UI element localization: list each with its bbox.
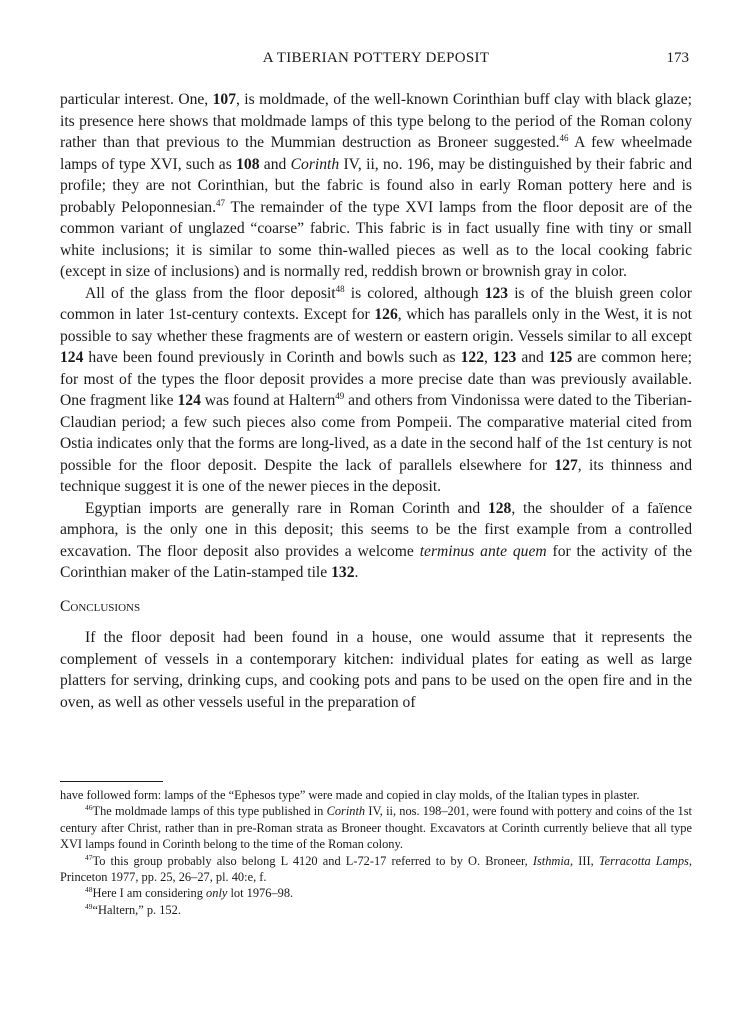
publication-title: Terracotta Lamps: [598, 853, 689, 868]
publication-title: Corinth: [290, 155, 340, 173]
body-text: [60, 89, 692, 713]
paragraph-egyptian: Egyptian imports are generally rare in Roman Corinth and 128, the shoulder of a faïence amphora, is the only one in this deposit; this seems to be the first example from a controlled excavation. The floor deposit also provides a welcome terminus ante quem for the activity of the Corinthian maker of the Latin-stamped tile 132.: [60, 499, 693, 581]
footnotes: [60, 787, 692, 918]
publication-title: Corinth: [326, 804, 366, 819]
page-number: 173: [666, 50, 689, 66]
catalogue-number: 123: [492, 349, 517, 366]
footnote-ref-49: 49: [335, 391, 345, 401]
footnote-46: $^{46}$The moldmade lamps of this type published in Corinth IV, ii, nos. 198–201, were found with pottery and coins of the 1st century after Christ, rather than in pre-Roman strata as Broneer thought. Excavators at Corinth currently believe that all type XVI lamps found in Corinth belong to the time of the Roman colony.: [60, 803, 692, 852]
running-header: [60, 50, 692, 74]
paragraph-conclusions: If the floor deposit had been found in a house, one would assume that it represents the complement of vessels in a contemporary kitchen: individual plates for eating as well as large platters for serving, drinking cups, and cooking pots and pans to be used on the open fire and in the oven, as well as other vessels useful in the preparation of: [60, 629, 692, 711]
running-title: A TIBERIAN POTTERY DEPOSIT: [262, 50, 490, 66]
catalogue-number: 107: [212, 91, 236, 108]
paragraph-lamps: particular interest. One, 107, is moldmade, of the well-known Corinthian buff clay with black glaze; its presence here shows that moldmade lamps of this type belong to the period of the Roman colony rather than that previous to the Mummian destruction as Broneer suggested.$^{46}$ A few wheelmade lamps of type XVI, such as 108 and Corinth IV, ii, no. 196, may be distinguished by their fabric and profile; they are not Corinthian, but the fabric is found also in early Roman pottery here and is probably Peloponnesian.$^{47}$ The remainder of the type XVI lamps from the floor deposit are of the common variant of unglazed “coarse” fabric. This fabric is in fact usually fine with tiny or small white inclusions; it is similar to some thin-walled pieces as well as to the local cooking fabric (except in size of inclusions) and is normally red, reddish brown or brownish gray in color.: [60, 91, 692, 280]
section-heading-conclusions: Conclusions: [60, 597, 141, 615]
emphasis: only: [206, 886, 228, 901]
footnote-ref-48: 48: [335, 283, 345, 294]
catalogue-number: 122: [460, 349, 485, 366]
catalogue-number: 125: [548, 349, 573, 366]
publication-title: Isthmia: [532, 853, 571, 868]
footnote-divider: [60, 781, 163, 782]
catalogue-number: 108: [236, 155, 260, 173]
catalogue-number: 124: [60, 349, 84, 366]
catalogue-number: 132: [331, 564, 355, 581]
catalogue-number: 123: [484, 284, 509, 302]
catalogue-number: 127: [554, 456, 578, 474]
footnote-49: $^{49}$“Haltern,” p. 152.: [85, 901, 181, 917]
footnote-continuation: have followed form: lamps of the “Ephesos type” were made and copied in clay molds, of the Italian types in plaster.: [60, 788, 640, 802]
footnote-ref-46: 46: [559, 133, 569, 143]
catalogue-number: 128: [487, 499, 512, 517]
footnote-ref-47: 47: [216, 197, 226, 208]
catalogue-number: 126: [374, 306, 398, 323]
latin-term: terminus ante quem: [419, 542, 547, 560]
footnote-47: $^{47}$To this group probably also belong L 4120 and L-72-17 referred to by O. Broneer, Isthmia, III, Terracotta Lamps, Princeton 1977, pp. 25, 26–27, pl. 40:e, f.: [60, 852, 692, 885]
catalogue-number: 124: [177, 392, 201, 409]
paragraph-glass: All of the glass from the floor deposit$^{48}$ is colored, although 123 is of the bluish green color common in later 1st-century contexts. Except for 126, which has parallels only in the West, it is not possible to say whether these fragments are of western or eastern origin. Vessels similar to all except 124 have been found previously in Corinth and bowls such as 122, 123 and 125 are common here; for most of the types the floor deposit provides a more precise date than was previously available. One fragment like 124 was found at Haltern$^{49}$ and others from Vindonissa were dated to the Tiberian-Claudian period; a few such pieces also come from Pompeii. The comparative material cited from Ostia indicates only that the forms are long-lived, as a date in the second half of the 1st century is not possible for the floor deposit. Despite the lack of parallels elsewhere for 127, its thinness and technique suggest it is one of the newer pieces in the deposit.: [60, 283, 693, 495]
footnote-48: $^{48}$Here I am considering only lot 1976–98.: [85, 885, 294, 901]
